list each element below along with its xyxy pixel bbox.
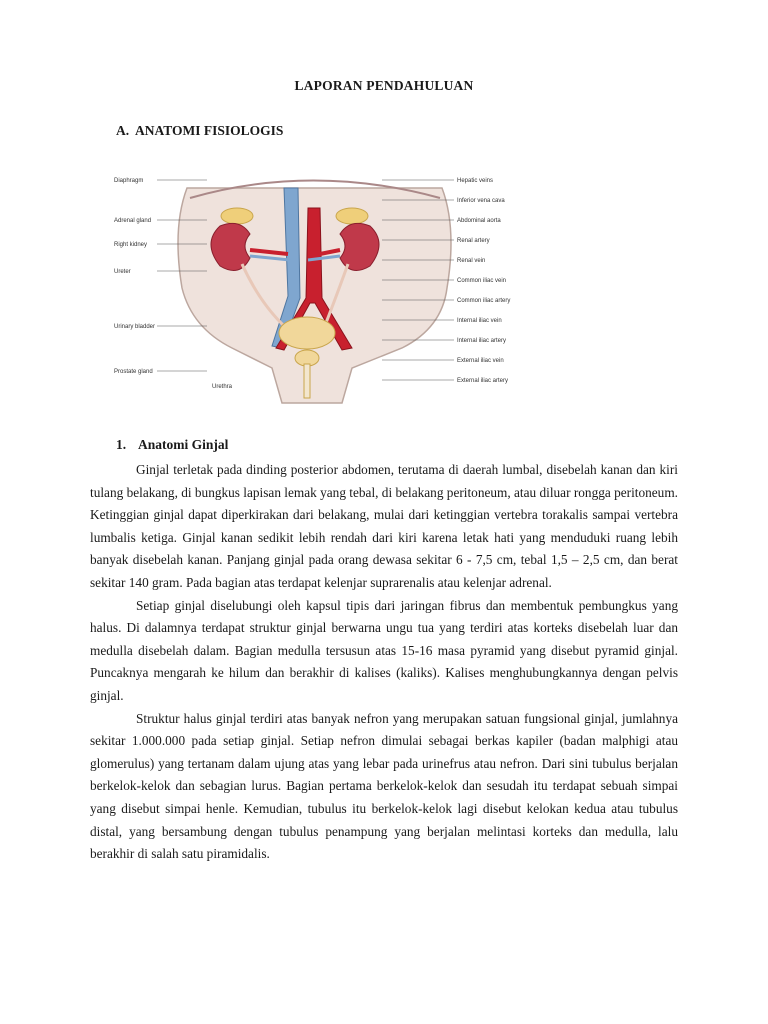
paragraph: Struktur halus ginjal terdiri atas banyak nefron yang merupakan satuan fungsional ginjal, jumlahnya sekitar 1.000.000 pada setiap ginjal. Setiap nefron dimulai sebagai berkas kapiler (badan malphigi atau glomerulus) yang tertanam dalam ujung atas yang lebar pada urinefrus atau nefron. Dari sini tubulus berjalan berkelok-kelok dan sebagian lurus. Bagian pertama berkelok-kelok dan sesudah itu terdapat sebuah simpai yang disebut simpai henle. Kemudian, tubulus itu berkelok-kelok lagi disebut kelokan kedua atau tubulus distal, yang bersambung dengan tubulus penampung yang berjalan melintasi korteks dan medulla, lalu berakhir di salah satu piramidalis.	[90, 710, 678, 862]
figure-label: Diaphragm	[114, 178, 144, 184]
kidney-anatomy-figure	[112, 168, 532, 408]
figure-label: External iliac artery	[457, 378, 509, 384]
section-heading-text: ANATOMI FISIOLOGIS	[135, 123, 284, 138]
right-adrenal-gland	[336, 208, 368, 224]
figure-label: Right kidney	[114, 242, 148, 248]
figure-label-urethra: Urethra	[212, 384, 233, 390]
urethra	[304, 364, 310, 398]
paragraph: Setiap ginjal diselubungi oleh kapsul tipis dari jaringan fibrus dan membentuk pembungkus yang halus. Di dalamnya terdapat struktur ginjal berwarna ungu tua yang terdiri atas korteks disebelah luar dan medulla disebelah dalam. Bagian medulla tersusun atas 15-16 masa pyramid yang disebut pyramid ginjal. Puncaknya mengarah ke hilum dan berakhir di kalises (kaliks). Kalises menghubungkannya dengan pelvis ginjal.	[90, 597, 678, 703]
section-number: A.	[116, 123, 130, 138]
urinary-bladder	[279, 317, 335, 349]
figure-label: Ureter	[114, 269, 131, 275]
page-title: LAPORAN PENDAHULUAN	[294, 78, 474, 93]
subsection-number: 1.	[116, 437, 127, 452]
subsection-heading	[116, 437, 228, 453]
figure-label: Adrenal gland	[114, 218, 152, 224]
section-heading	[116, 123, 283, 139]
figure-label: Inferior vena cava	[457, 198, 505, 204]
figure-label: Common iliac artery	[457, 298, 511, 304]
body-text	[90, 459, 678, 866]
figure-label: External iliac vein	[457, 358, 504, 364]
left-adrenal-gland	[221, 208, 253, 224]
figure-label: Hepatic veins	[457, 178, 494, 184]
figure-label: Renal artery	[457, 238, 490, 244]
figure-label: Common iliac vein	[457, 278, 507, 284]
figure-label: Renal vein	[457, 258, 486, 264]
paragraph: Ginjal terletak pada dinding posterior abdomen, terutama di daerah lumbal, disebelah kanan dan kiri tulang belakang, di bungkus lapisan lemak yang tebal, di belakang peritoneum, atau diluar rongga peritoneum. Ketinggian ginjal dapat diperkirakan dari belakang, mulai dari ketinggian vertebra torakalis sampai vertebra lumbalis ketiga. Ginjal kanan sedikit lebih rendah dari kiri karena letak hati yang menduduki ruang lebih banyak disebelah kanan. Panjang ginjal pada orang dewasa sekitar 6 - 7,5 cm, tebal 1,5 – 2,5 cm, dan berat sekitar 140 gram. Pada bagian atas terdapat kelenjar suprarenalis atau kelenjar adrenal.	[90, 462, 678, 590]
figure-label: Prostate gland	[114, 369, 153, 375]
figure-label: Urinary bladder	[114, 324, 156, 330]
subsection-heading-text: Anatomi Ginjal	[138, 437, 229, 452]
figure-label: Internal iliac vein	[457, 318, 502, 324]
figure-label: Abdominal aorta	[457, 218, 501, 224]
figure-label: Internal iliac artery	[457, 338, 507, 344]
